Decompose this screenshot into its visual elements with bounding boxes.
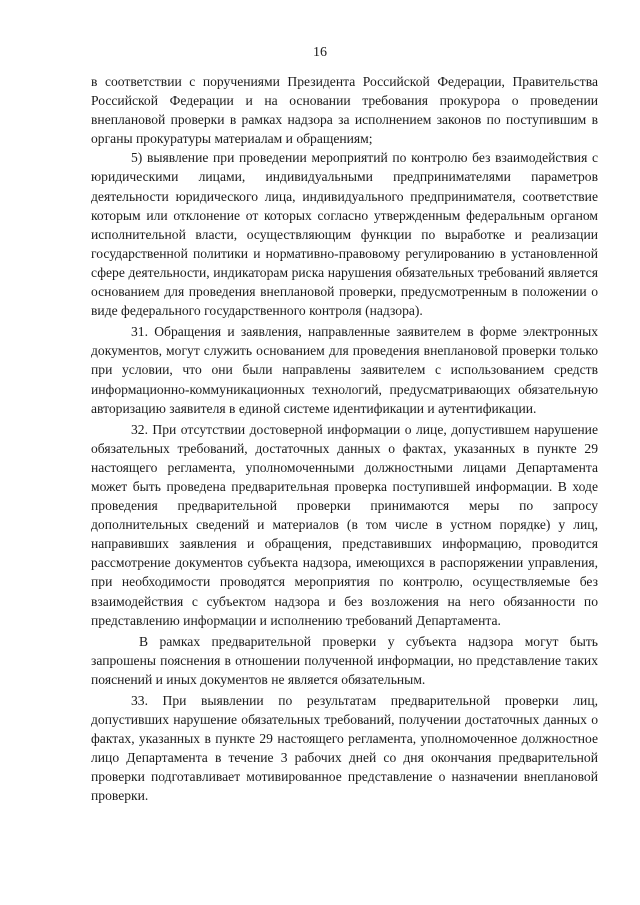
paragraph-continuation: в соответствии с поручениями Президента Российской Федерации, Правительства Российской Федерации и на основании требования прокурора о проведении внеплановой проверки в рамках надзора за исполнением законов по поступившим в органы прокуратуры материалам и обращениям; [91, 74, 598, 147]
paragraph-31: 31. Обращения и заявления, направленные заявителем в форме электронных документов, могут служить основанием для проведения внеплановой проверки только при условии, что они были направлены заявителем с использованием средств информационно-коммуникационных технологий, предусматривающих обязательную авторизацию заявителя в единой системе идентификации и аутентификации. [91, 324, 598, 416]
paragraph-preliminary-check: В рамках предварительной проверки у субъекта надзора могут быть запрошены пояснения в отношении полученной информации, но представление таких пояснений и иных документов не является обязательным. [91, 633, 598, 687]
paragraph-item-5: 5) выявление при проведении мероприятий по контролю без взаимодействия с юридическими лицами, индивидуальными предпринимателями параметров деятельности юридического лица, индивидуального предпринимателя, соответствие которым или отклонение от которых согласно утвержденным федеральным органом исполнительной власти, осуществляющим функции по выработке и реализации государственной политики и нормативно-правовому регулированию в установленной сфере деятельности, индикаторам риска нарушения обязательных требований является основанием для проведения внеплановой проверки, предусмотренным в положении о виде федерального государственного контроля (надзора). [91, 150, 598, 319]
page-number: 16 [313, 45, 327, 60]
paragraph-33: 33. При выявлении по результатам предварительной проверки лиц, допустивших нарушение обязательных требований, получении достаточных данных о фактах, указанных в пункте 29 настоящего регламента, уполномоченное должностное лицо Департамента в течение 3 рабочих дней со дня окончания предварительной проверки подготавливает мотивированное представление о назначении внеплановой проверки. [91, 693, 598, 804]
paragraph-32: 32. При отсутствии достоверной информации о лице, допустившем нарушение обязательных требований, достаточных данных о фактах, указанных в пункте 29 настоящего регламента, уполномоченными должностными лицами Департамента может быть проведена предварительная проверка поступившей информации. В ходе проведения предварительной проверки принимаются меры по запросу дополнительных сведений и материалов (в том числе в устном порядке) у лиц, направивших заявления и обращения, представивших информацию, проводится рассмотрение документов субъекта надзора, имеющихся в распоряжении управления, при необходимости проводятся мероприятия по контролю, осуществляемые без взаимодействия с субъектом надзора и без возложения на него обязанности по представлению информации и исполнению требований Департамента. [91, 421, 598, 628]
document-body [91, 72, 598, 806]
